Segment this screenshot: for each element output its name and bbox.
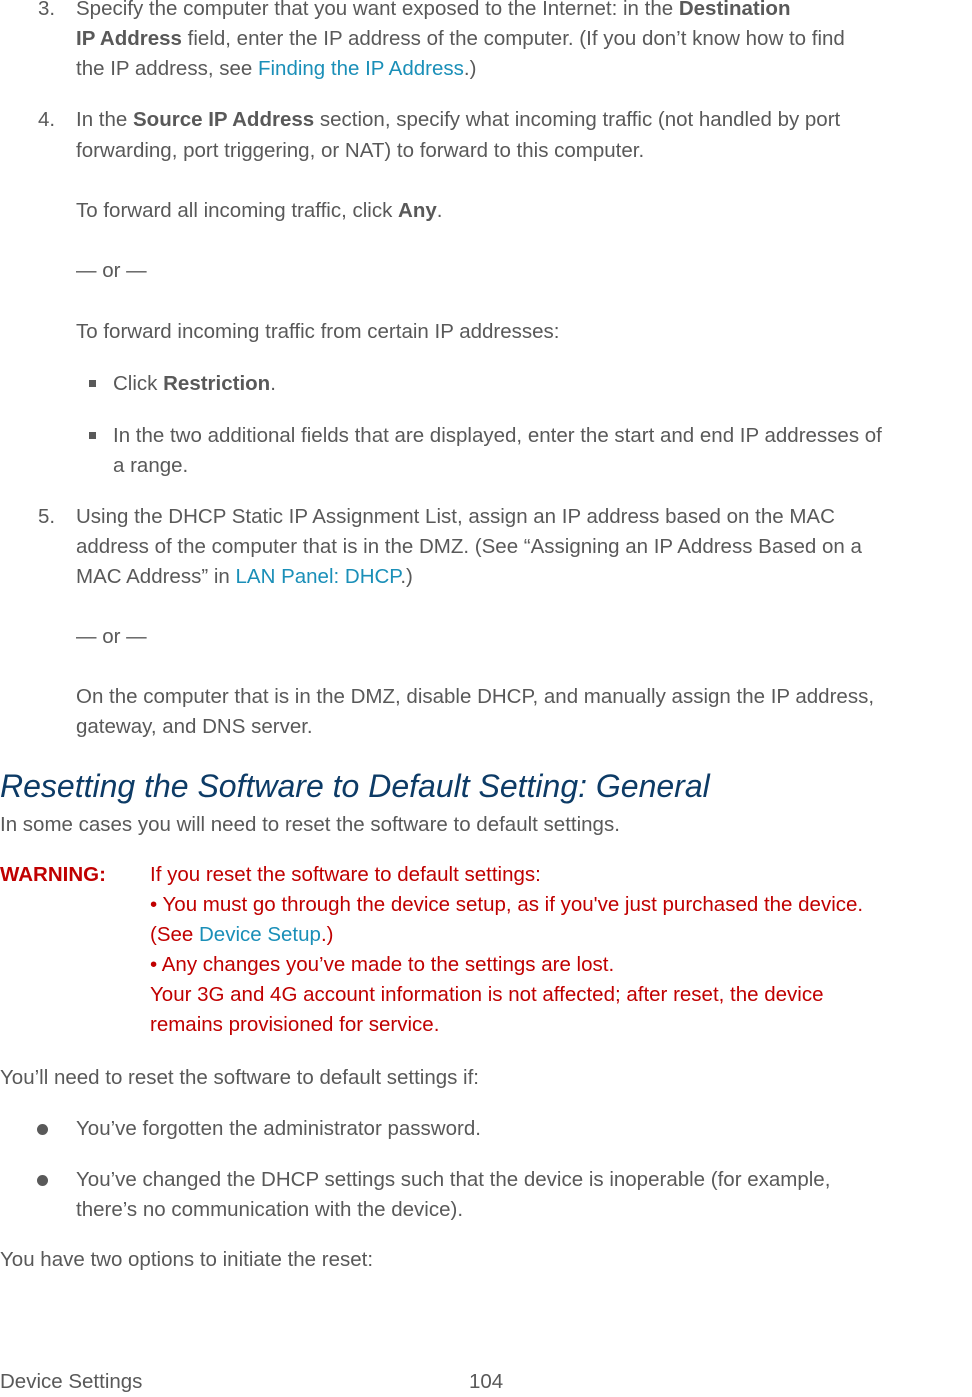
lan-panel-dhcp-link[interactable]: LAN Panel: DHCP [235, 565, 401, 588]
finding-ip-address-link[interactable]: Finding the IP Address [257, 57, 464, 80]
square-bullet-icon [89, 432, 96, 439]
reset-if-bullet-1: You’ve forgotten the administrator password. [76, 1117, 481, 1140]
step-4-bullet-range-line-1: In the two additional fields that are displayed, enter the start and end IP addresses of [113, 424, 882, 447]
device-setup-link[interactable]: Device Setup [199, 923, 321, 946]
step-3-number: 3. [38, 0, 56, 20]
step-4-bullet-range-line-2: a range. [113, 454, 189, 477]
step-5-line-3: MAC Address” in LAN Panel: DHCP.) [76, 565, 413, 588]
warning-line-6: remains provisioned for service. [150, 1013, 440, 1036]
reset-if-bullet-2-line-2: there’s no communication with the device). [76, 1198, 464, 1221]
warning-label: WARNING: [0, 863, 106, 886]
round-bullet-icon [37, 1124, 48, 1135]
step-5-line-2: address of the computer that is in the DMZ. (See “Assigning an IP Address Based on a [76, 535, 862, 558]
step-4-or-separator: — or — [76, 259, 147, 282]
reset-if-intro: You’ll need to reset the software to default settings if: [0, 1066, 480, 1089]
step-4-line-2: forwarding, port triggering, or NAT) to forward to this computer. [76, 139, 645, 162]
step-4-line-1: In the Source IP Address section, specify what incoming traffic (not handled by port [76, 108, 841, 131]
warning-line-1: If you reset the software to default settings: [150, 863, 541, 886]
footer-section-name: Device Settings [0, 1370, 143, 1393]
warning-body [150, 860, 972, 1040]
step-5-alt-line-1: On the computer that is in the DMZ, disable DHCP, and manually assign the IP address, [76, 685, 875, 708]
step-5-number: 5. [38, 505, 56, 528]
warning-line-3: (See Device Setup.) [150, 923, 334, 946]
step-4-number: 4. [38, 108, 56, 131]
step-3-line-3: the IP address, see Finding the IP Address.) [76, 57, 477, 80]
square-bullet-icon [89, 380, 96, 387]
section-intro: In some cases you will need to reset the software to default settings. [0, 813, 620, 836]
warning-line-5: Your 3G and 4G account information is not affected; after reset, the device [150, 983, 824, 1006]
warning-line-4: • Any changes you’ve made to the settings are lost. [150, 953, 615, 976]
reset-options-intro: You have two options to initiate the reset: [0, 1248, 374, 1271]
warning-line-2: • You must go through the device setup, as if you've just purchased the device. [150, 893, 864, 916]
step-3-line-1: Specify the computer that you want exposed to the Internet: in the Destination [76, 0, 791, 20]
step-5-alt-line-2: gateway, and DNS server. [76, 715, 313, 738]
footer-page-number: 104 [469, 1370, 504, 1393]
step-4-bullet-restriction: Click Restriction. [113, 372, 276, 395]
step-5-line-1: Using the DHCP Static IP Assignment List, assign an IP address based on the MAC [76, 505, 835, 528]
step-5-or-separator: — or — [76, 625, 147, 648]
section-heading: Resetting the Software to Default Setting: General [0, 768, 710, 804]
step-3-line-2: IP Address field, enter the IP address of the computer. (If you don’t know how to find [76, 27, 845, 50]
reset-if-bullet-2-line-1: You’ve changed the DHCP settings such that the device is inoperable (for example, [76, 1168, 831, 1191]
step-4-any-text: To forward all incoming traffic, click Any. [76, 199, 443, 222]
step-4-restrict-intro: To forward incoming traffic from certain IP addresses: [76, 320, 560, 343]
round-bullet-icon [37, 1175, 48, 1186]
